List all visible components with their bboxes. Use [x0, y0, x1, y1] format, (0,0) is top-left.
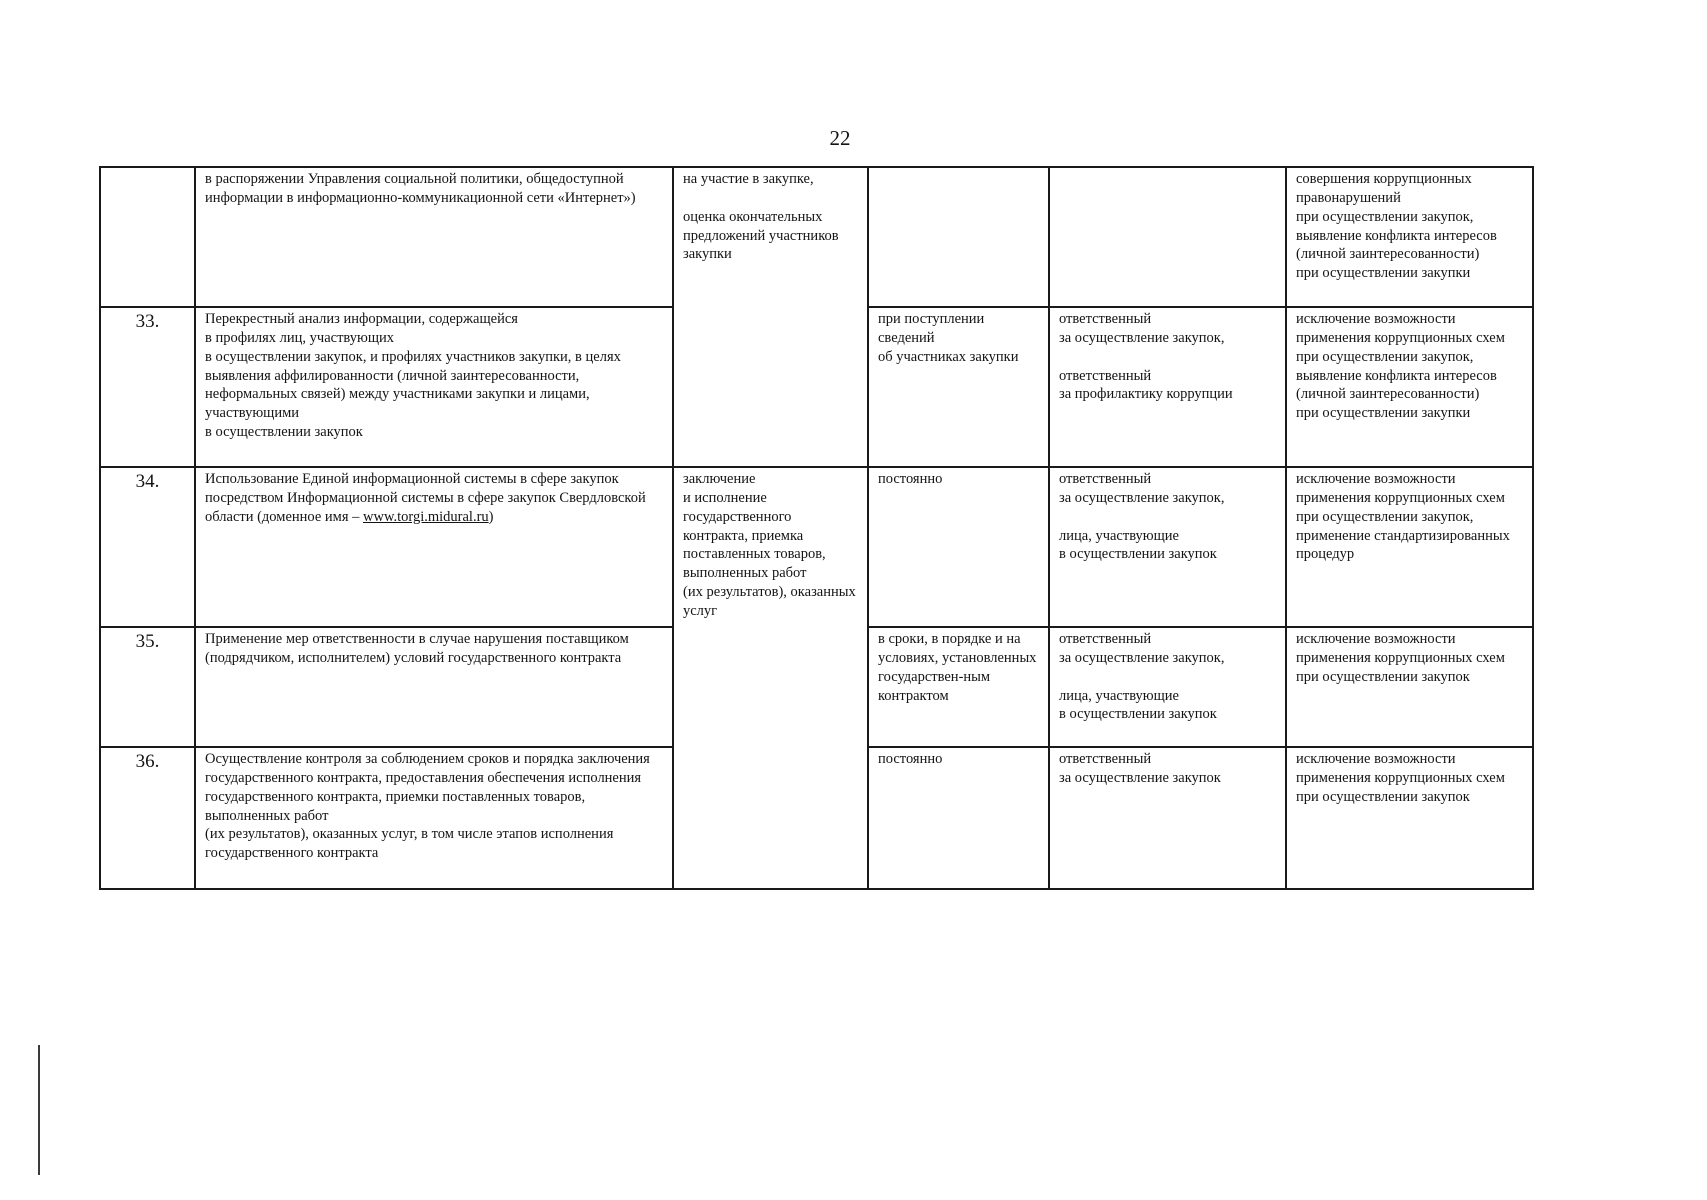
measure-text-end: ) [488, 508, 494, 525]
row-number-cell: 33. [100, 307, 195, 467]
term-cell: постоянно [868, 467, 1049, 627]
responsible-cell: ответственный за осуществление закупок, лица, участвующие в осуществлении закупок [1049, 467, 1286, 627]
result-cell: совершения коррупционных правонарушений при осуществлении закупок, выявление конфликта интересов (личной заинтересованности) при осуществлении закупки [1286, 167, 1533, 307]
table-row [100, 467, 1533, 627]
scan-margin-line [38, 1045, 40, 1175]
row-number-cell [100, 167, 195, 307]
term-cell [868, 167, 1049, 307]
measure-text: Использование Единой информационной системы в сфере закупок посредством Информационной системы в сфере закупок Свердловской области (доменное имя – [205, 471, 646, 525]
responsible-cell: ответственный за осуществление закупок [1049, 747, 1286, 889]
measure-cell: Применение мер ответственности в случае нарушения поставщиком (подрядчиком, исполнителем) условий государственного контракта [195, 627, 673, 747]
term-cell: в сроки, в порядке и на условиях, установленных государствен-ным контрактом [868, 627, 1049, 747]
page-number: 22 [829, 126, 851, 150]
measure-cell: Перекрестный анализ информации, содержащейся в профилях лиц, участвующих в осуществлении закупок, и профилях участников закупки, в целях выявления аффилированности (личной заинтересованности, неформальных связей) между участниками закупки и лицами, участвующими в осуществлении закупок [195, 307, 673, 467]
measure-cell: в распоряжении Управления социальной политики, общедоступной информации в информационно-коммуникационной сети «Интернет») [195, 167, 673, 307]
result-cell: исключение возможности применения коррупционных схем при осуществлении закупок [1286, 747, 1533, 889]
row-number-cell: 36. [100, 747, 195, 889]
result-cell: исключение возможности применения коррупционных схем при осуществлении закупок, выявление конфликта интересов (личной заинтересованности) при осуществлении закупки [1286, 307, 1533, 467]
measure-cell: Осуществление контроля за соблюдением сроков и порядка заключения государственного контракта, предоставления обеспечения исполнения государственного контракта, приемки поставленных товаров, выполненных работ (их результатов), оказанных услуг, в том числе этапов исполнения государственного контракта [195, 747, 673, 889]
measure-cell [195, 467, 673, 627]
term-cell: постоянно [868, 747, 1049, 889]
stage-cell: заключение и исполнение государственного контракта, приемка поставленных товаров, выполненных работ (их результатов), оказанных услуг [673, 467, 868, 889]
result-cell: исключение возможности применения коррупционных схем при осуществлении закупок [1286, 627, 1533, 747]
table-row [100, 167, 1533, 307]
result-cell: исключение возможности применения коррупционных схем при осуществлении закупок, применение стандартизированных процедур [1286, 467, 1533, 627]
responsible-cell: ответственный за осуществление закупок, ответственный за профилактику коррупции [1049, 307, 1286, 467]
term-cell: при поступлении сведений об участниках закупки [868, 307, 1049, 467]
responsible-cell [1049, 167, 1286, 307]
responsible-cell: ответственный за осуществление закупок, лица, участвующие в осуществлении закупок [1049, 627, 1286, 747]
domain-link[interactable]: www.torgi.midural.ru [363, 508, 489, 525]
row-number-cell: 34. [100, 467, 195, 627]
measures-table [99, 166, 1534, 890]
stage-cell: на участие в закупке, оценка окончательных предложений участников закупки [673, 167, 868, 467]
row-number-cell: 35. [100, 627, 195, 747]
